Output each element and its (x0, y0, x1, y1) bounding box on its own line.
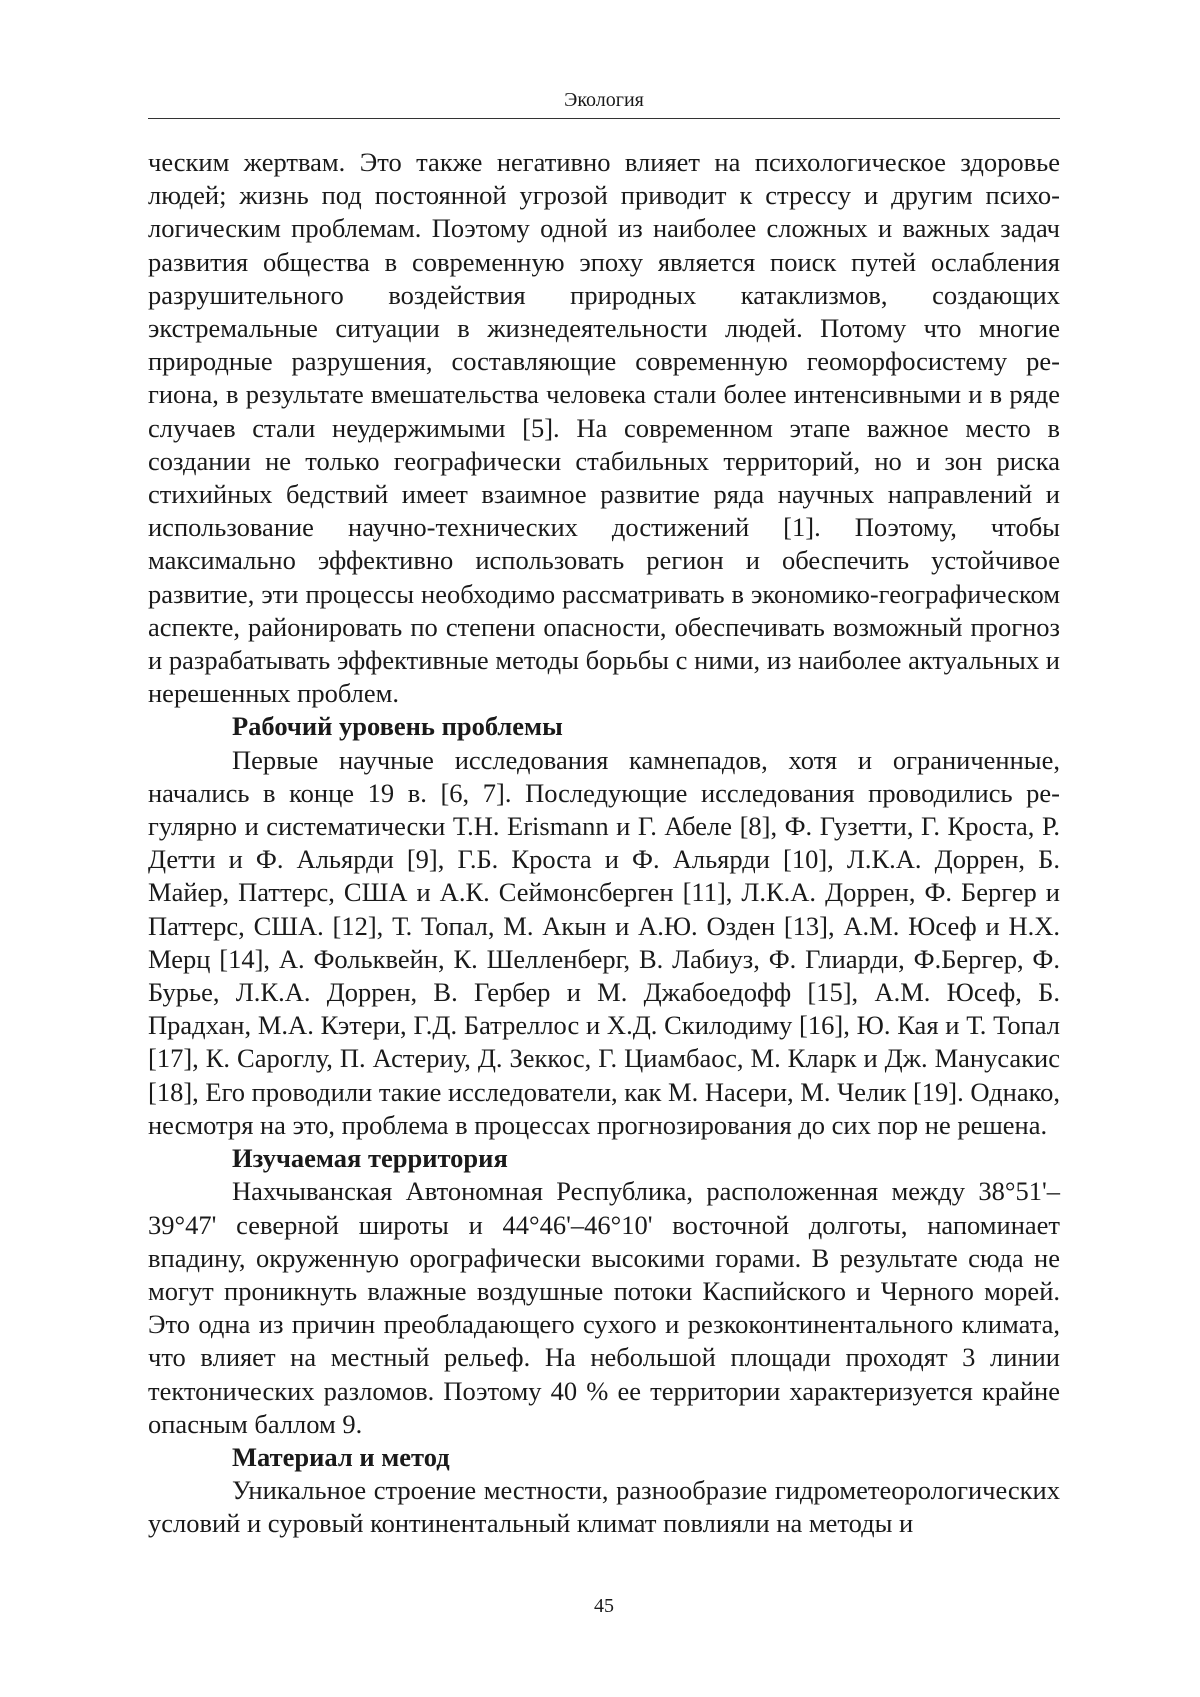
paragraph-material-method: Уникальное строение местности, разнообразие гидрометеорологических условий и суровый континентальный климат повлияли на методы и (148, 1475, 1060, 1539)
running-title: Экология (564, 89, 644, 111)
page-number: 45 (594, 1595, 614, 1617)
paragraph-study-area: Нахчыванская Автономная Республика, расположенная между 38°51'–39°47' северной широты и 44°46'–46°10' восточной долготы, напоминает впадину, окруженную орографически высокими горами. В результате сюда не могут проникнуть влажные воздушные потоки Каспийского и Черного морей. Это одна из причин преобладающего сухого и резкоконтинентального климата, что влияет на местный рельеф. На небольшой площади проходят 3 линии тектонических разломов. Поэтому 40 % ее территории характеризуется крайне опасным баллом 9. (148, 1176, 1060, 1439)
section-heading-problem-level: Рабочий уровень проблемы (232, 711, 563, 742)
section-heading-study-area: Изучаемая территория (232, 1143, 508, 1174)
body-text (148, 146, 1060, 1541)
paragraph-continued: ческим жертвам. Это также негативно влияет на психологическое здоровье людей; жизнь под постоянной угрозой приводит к стрессу и другим психологическим проблемам. Поэтому одной из наиболее сложных и важных задач развития общества в современную эпоху является поиск путей ослабления разрушительного воздействия природных катаклизмов, создающих экстремальные ситуации в жизнедеятельности людей. Потому что многие природные разрушения, составляющие современную геоморфосистему региона, в результате вмешательства человека стали более интенсивными и в ряде случаев стали неудержимыми [5]. На современном этапе важное место в создании не только географически стабильных территорий, но и зон риска стихийных бедствий имеет взаимное развитие ряда научных направлений и использование научно-технических достижений [1]. Поэтому, чтобы максимально эффективно использовать регион и обеспечить устойчивое развитие, эти процессы необходимо рассматривать в экономико-географическом аспекте, районировать по степени опасности, обеспечивать возможный прогноз и разрабатывать эффективные методы борьбы с ними, из наиболее актуальных и нерешенных проблем. (148, 147, 1060, 709)
header-rule (148, 118, 1060, 119)
section-heading-material-method: Материал и метод (232, 1441, 450, 1472)
paragraph-research-history: Первые научные исследования камнепадов, хотя и ограниченные, начались в конце 19 в. [6, 7]. Последующие исследования проводились регулярно и систематически T.H. Erismann и Г. Абеле [8], Ф. Гузетти, Г. Кроста, Р. Детти и Ф. Альярди [9], Г.Б. Кроста и Ф. Альярди [10], Л.К.А. Доррен, Б. Майер, Паттерс, США и А.К. Сеймонсберген [11], Л.К.А. Доррен, Ф. Бергер и Паттерс, США. [12], Т. Топал, М. Акын и А.Ю. Озден [13], А.М. Юсеф и Н.Х. Мерц [14], А. Фольквейн, К. Шелленберг, В. Лабиуз, Ф. Глиарди, Ф.Бергер, Ф. Бурье, Л.К.А. Доррен, В. Гербер и М. Джабоедофф [15], А.М. Юсеф, Б. Прадхан, М.А. Кэтери, Г.Д. Батреллос и Х.Д. Скилодиму [16], Ю. Кая и Т. Топал [17], К. Сароглу, П. Астериу, Д. Зеккос, Г. Циамбаос, М. Кларк и Дж. Манусакис [18], Его проводили такие исследователи, как М. Насери, М. Челик [19]. Однако, несмотря на это, проблема в процессах прогнозирования до сих пор не решена. (148, 744, 1060, 1140)
